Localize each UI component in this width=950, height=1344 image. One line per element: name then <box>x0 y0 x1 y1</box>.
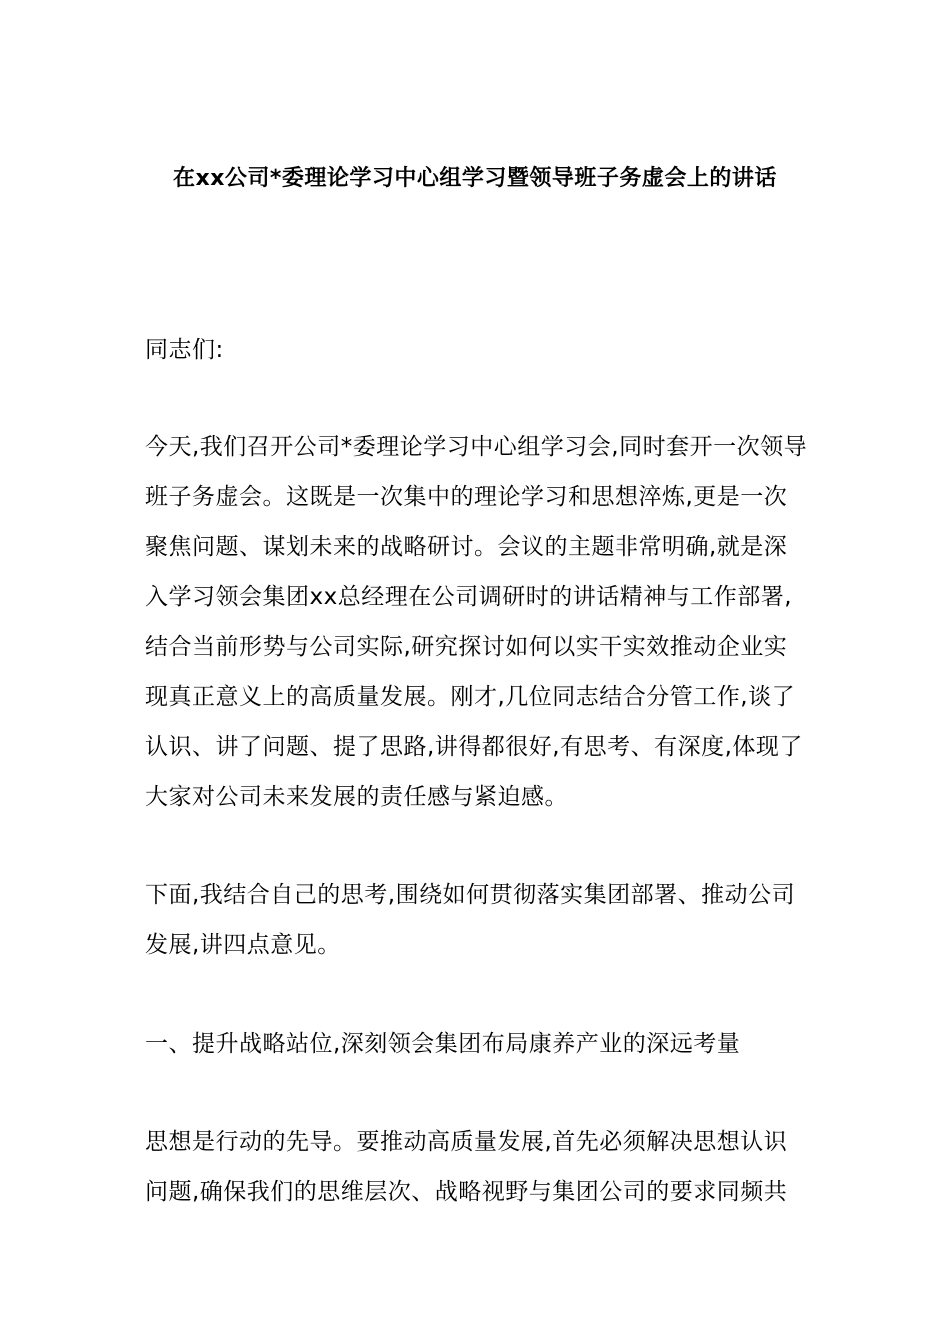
paragraph-intro-points: 下面,我结合自己的思考,围绕如何贯彻落实集团部署、推动公司发展,讲四点意见。 <box>145 882 796 958</box>
salutation-block <box>145 325 810 375</box>
salutation: 同志们: <box>145 337 224 363</box>
paragraph-3-block <box>145 1117 810 1217</box>
paragraph-opening: 今天,我们召开公司*委理论学习中心组学习会,同时套开一次领导班子务虚会。这既是一次集中的理论学习和思想淬炼,更是一次聚焦问题、谋划未来的战略研讨。会议的主题非常明确,就是深入学习领会集团xx总经理在公司调研时的讲话精神与工作部署,结合当前形势与公司实际,研究探讨如何以实干实效推动企业实现真正意义上的高质量发展。刚才,几位同志结合分管工作,谈了认识、讲了问题、提了思路,讲得都很好,有思考、有深度,体现了大家对公司未来发展的责任感与紧迫感。 <box>145 434 808 810</box>
heading-1-block <box>145 1019 810 1069</box>
section-heading-1: 一、提升战略站位,深刻领会集团布局康养产业的深远考量 <box>145 1031 741 1057</box>
paragraph-section-1-body: 思想是行动的先导。要推动高质量发展,首先必须解决思想认识问题,确保我们的思维层次、战略视野与集团公司的要求同频共 <box>145 1129 788 1205</box>
paragraph-2-block <box>145 870 810 970</box>
paragraph-1-block <box>145 422 810 822</box>
document-title: 在xx公司*委理论学习中心组学习暨领导班子务虚会上的讲话 <box>173 166 777 191</box>
